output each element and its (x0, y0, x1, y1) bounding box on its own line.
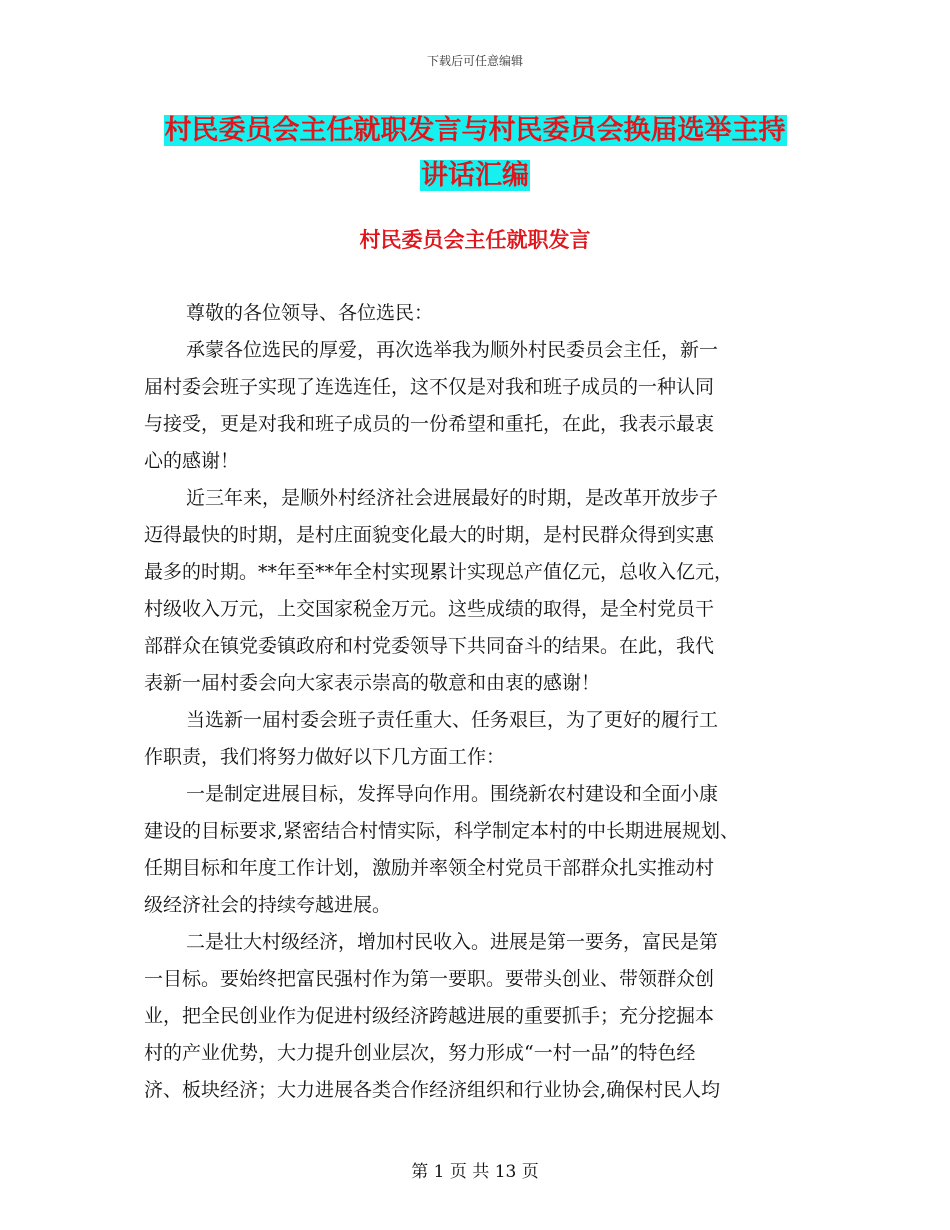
paragraph-line: 心的感谢！ (144, 450, 240, 472)
page-number: 第 1 页 共 13 页 (411, 1162, 539, 1182)
paragraph-line: 作职责，我们将努力做好以下几方面工作： (144, 746, 506, 768)
paragraph-line: 当选新一届村委会班子责任重大、任务艰巨，为了更好的履行工 (186, 709, 719, 731)
paragraph-line: 表新一届村委会向大家表示崇高的敬意和由衷的感谢！ (144, 672, 601, 694)
document-title-line-1: 村民委员会主任就职发言与村民委员会换届选举主持 (164, 115, 786, 146)
paragraph-line: 与接受，更是对我和班子成员的一份希望和重托，在此，我表示最衷 (144, 413, 715, 435)
paragraph-line: 建设的目标要求,紧密结合村情实际，科学制定本村的中长期进展规划、 (144, 820, 740, 842)
section-title: 村民委员会主任就职发言 (359, 227, 591, 252)
paragraph-line: 最多的时期。**年至**年全村实现累计实现总产值亿元，总收入亿元， (144, 561, 734, 583)
paragraph-line: 业，把全民创业作为促进村级经济跨越进展的重要抓手；充分挖掘本 (144, 1005, 715, 1027)
paragraph-line: 一目标。要始终把富民强村作为第一要职。要带头创业、带领群众创 (144, 968, 715, 990)
paragraph-line: 近三年来，是顺外村经济社会进展最好的时期，是改革开放步子 (186, 487, 719, 509)
paragraph-line: 一是制定进展目标，发挥导向作用。围绕新农村建设和全面小康 (186, 783, 719, 805)
paragraph-line: 届村委会班子实现了连选连任，这不仅是对我和班子成员的一种认同 (144, 376, 715, 398)
paragraph-line: 部群众在镇党委镇政府和村党委领导下共同奋斗的结果。在此，我代 (144, 635, 715, 657)
paragraph-line: 迈得最快的时期，是村庄面貌变化最大的时期，是村民群众得到实惠 (144, 524, 715, 546)
paragraph-line: 级经济社会的持续夸越进展。 (144, 894, 392, 916)
paragraph-line: 村的产业优势，大力提升创业层次，努力形成“一村一品”的特色经 (144, 1042, 696, 1064)
document-title-line-2: 讲话汇编 (421, 160, 529, 191)
paragraph-line: 村级收入万元，上交国家税金万元。这些成绩的取得，是全村党员干 (144, 598, 715, 620)
paragraph-line: 尊敬的各位领导、各位选民： (186, 302, 434, 324)
paragraph-line: 任期目标和年度工作计划，激励并率领全村党员干部群众扎实推动村 (144, 857, 715, 879)
paragraph-line: 济、板块经济；大力进展各类合作经济组织和行业协会,确保村民人均 (144, 1079, 721, 1101)
body-text (144, 295, 808, 1109)
paragraph-line: 二是壮大村级经济，增加村民收入。进展是第一要务，富民是第 (186, 931, 719, 953)
paragraph-line: 承蒙各位选民的厚爱，再次选举我为顺外村民委员会主任，新一 (186, 339, 719, 361)
header-note: 下载后可任意编辑 (426, 54, 523, 68)
